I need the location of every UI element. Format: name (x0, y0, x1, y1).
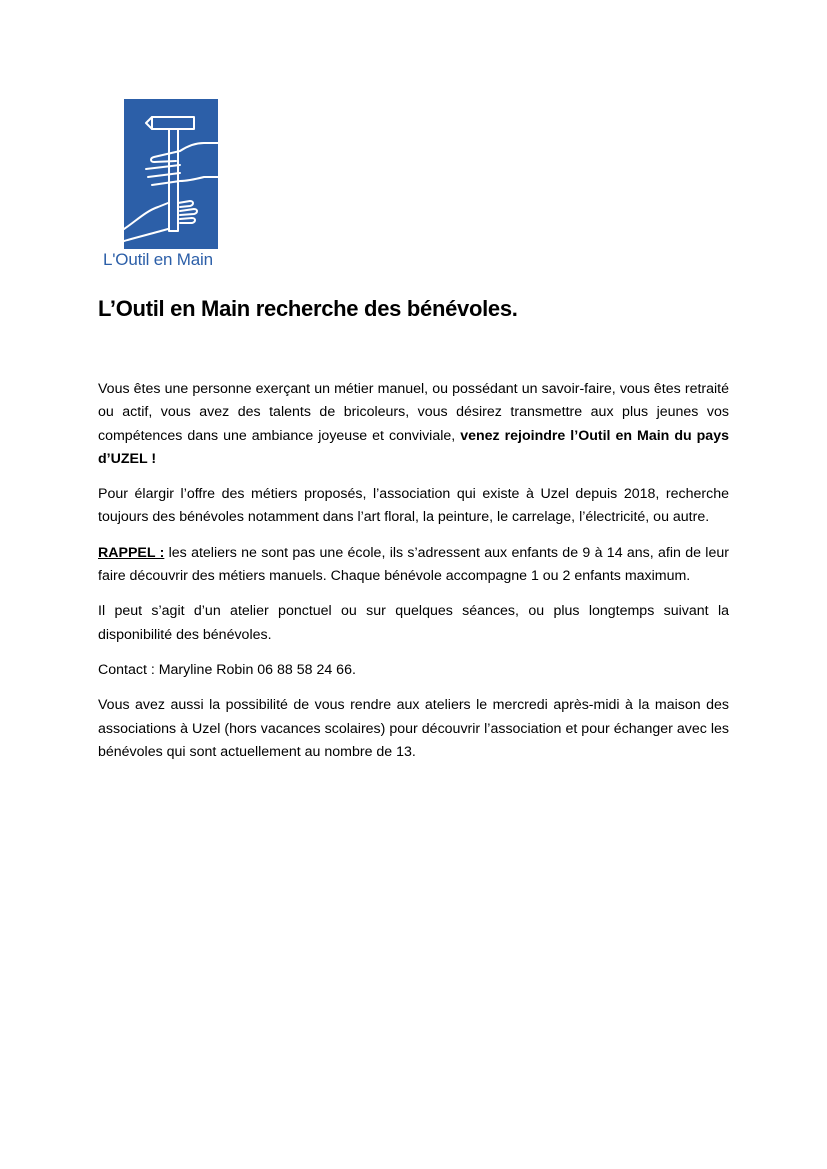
reminder-text: les ateliers ne sont pas une école, ils s’adressent aux enfants de 9 à 14 ans, afin de leur faire découvrir des métiers manuels. Chaque bénévole accompagne 1 ou 2 enfants maximum. (98, 544, 729, 585)
offer-paragraph: Pour élargir l’offre des métiers proposés, l’association qui existe à Uzel depuis 2018, recherche toujours des bénévoles notamment dans l’art floral, la peinture, le carrelage, l’électricité, ou autre. (98, 486, 729, 526)
visit-paragraph: Vous avez aussi la possibilité de vous rendre aux ateliers le mercredi après-midi à la maison des associations à Uzel (hors vacances scolaires) pour découvrir l’association et pour échanger avec les bénévoles qui sont actuellement au nombre de 13. (98, 697, 729, 760)
logo (103, 99, 248, 274)
intro-paragraph (98, 378, 729, 471)
body-text (98, 378, 729, 776)
reminder-label: RAPPEL : (98, 544, 165, 561)
page-title: L’Outil en Main recherche des bénévoles. (98, 296, 518, 321)
intro-call-to-action: venez rejoindre l’Outil en Main du pays d’UZEL ! (98, 427, 729, 467)
intro-text: Vous êtes une personne exerçant un métier manuel, ou possédant un savoir-faire, vous êtes retraité ou actif, vous avez des talents de bricoleurs, vous désirez transmettre aux plus jeunes vos compétences dans une ambiance joyeuse et conviviale, (98, 381, 729, 444)
schedule-paragraph: Il peut s’agit d’un atelier ponctuel ou sur quelques séances, ou plus longtemps suivant la disponibilité des bénévoles. (98, 603, 729, 643)
logo-wordmark: L'Outil en Main (103, 250, 213, 269)
contact-paragraph: Contact : Maryline Robin 06 88 58 24 66. (98, 661, 356, 678)
hammer-hands-icon (124, 99, 218, 249)
logo-emblem (124, 99, 218, 249)
reminder-paragraph (98, 542, 729, 589)
